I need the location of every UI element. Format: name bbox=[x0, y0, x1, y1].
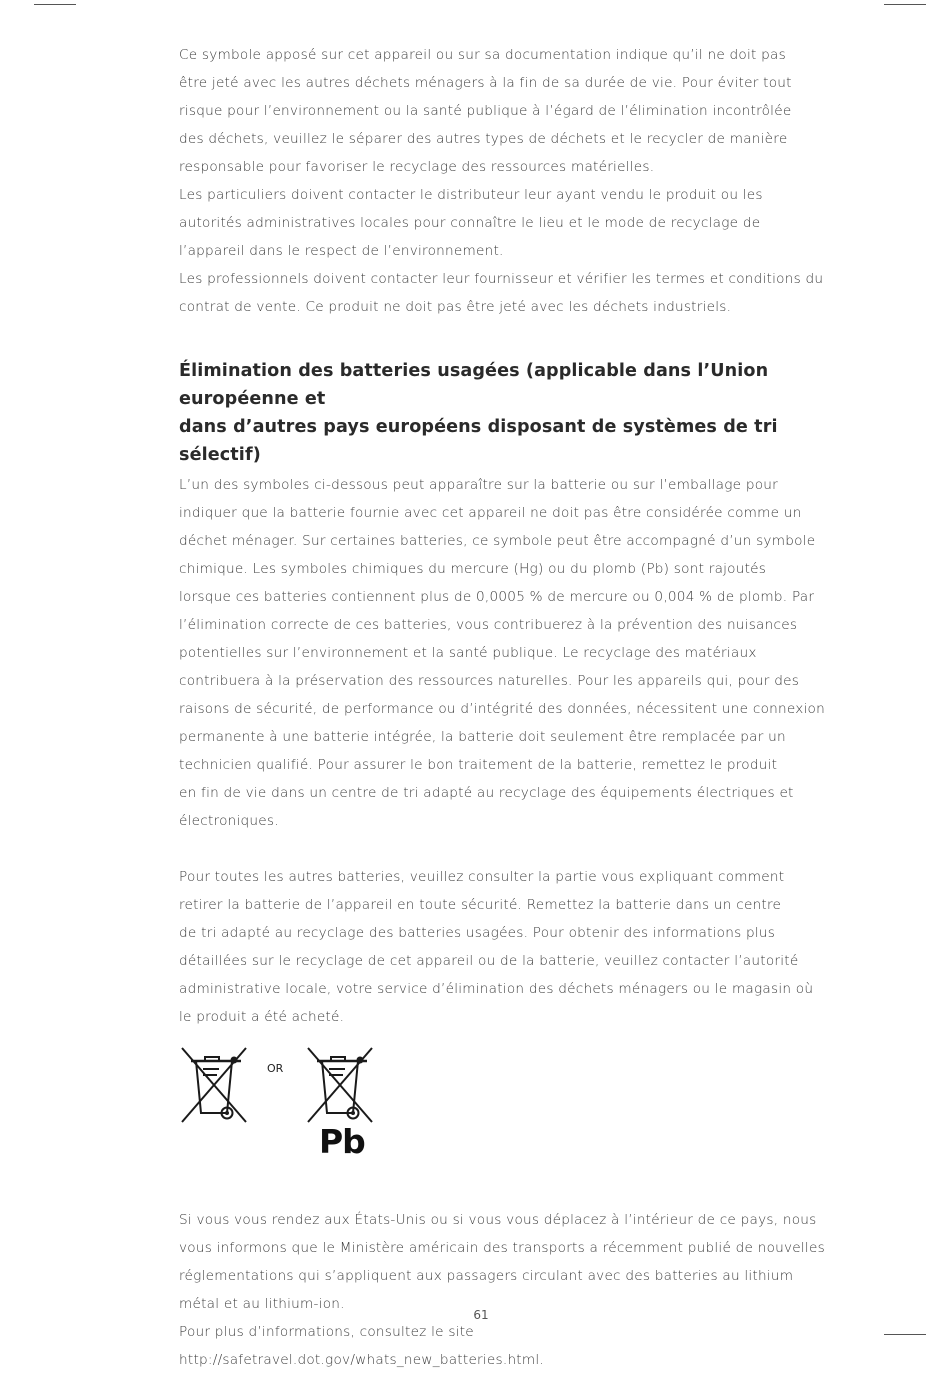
page-number: 61 bbox=[473, 1308, 489, 1322]
text-line: l’élimination correcte de ces batteries, vous contribuerez à la prévention des nuisances bbox=[179, 617, 798, 633]
or-label: OR bbox=[267, 1062, 284, 1075]
text-line: administrative locale, votre service d’élimination des déchets ménagers ou le magasin où bbox=[179, 981, 814, 997]
text-line: risque pour l’environnement ou la santé publique à l’égard de l’élimination incontrôlée bbox=[179, 103, 792, 119]
text-line: déchet ménager. Sur certaines batteries, ce symbole peut être accompagné d’un symbole bbox=[179, 533, 816, 549]
usa-travel-section bbox=[179, 1206, 829, 1374]
text-line: contribuera à la préservation des ressources naturelles. Pour les appareils qui, pour des bbox=[179, 673, 800, 689]
safetravel-link[interactable]: http://safetravel.dot.gov/whats_new_batteries.html. bbox=[179, 1352, 544, 1368]
text-line: Les particuliers doivent contacter le distributeur leur ayant vendu le produit ou les bbox=[179, 187, 763, 203]
text-line: électroniques. bbox=[179, 813, 279, 829]
text-line: détaillées sur le recyclage de cet appareil ou de la batterie, veuillez contacter l’autorité bbox=[179, 953, 799, 969]
page-content bbox=[179, 41, 829, 1374]
disposal-symbols bbox=[179, 1046, 829, 1174]
battery-disposal-section bbox=[179, 357, 829, 1031]
battery-paragraph-1 bbox=[179, 471, 829, 835]
lead-chemical-symbol: Pb bbox=[319, 1122, 365, 1161]
text-line: Pour toutes les autres batteries, veuillez consulter la partie vous expliquant comment bbox=[179, 869, 785, 885]
text-line: technicien qualifié. Pour assurer le bon traitement de la batterie, remettez le produit bbox=[179, 757, 778, 773]
text-line: raisons de sécurité, de performance ou d’intégrité des données, nécessitent une connexion bbox=[179, 701, 825, 717]
text-line: Si vous vous rendez aux États-Unis ou si vous vous déplacez à l’intérieur de ce pays, nous bbox=[179, 1212, 817, 1228]
text-line: être jeté avec les autres déchets ménagers à la fin de sa durée de vie. Pour éviter tout bbox=[179, 75, 792, 91]
weee-disposal-section bbox=[179, 41, 829, 321]
text-line: indiquer que la batterie fournie avec cet appareil ne doit pas être considérée comme un bbox=[179, 505, 802, 521]
crop-mark-top-right bbox=[884, 4, 926, 5]
text-line: en fin de vie dans un centre de tri adapté au recyclage des équipements électriques et bbox=[179, 785, 794, 801]
text-line: potentielles sur l’environnement et la santé publique. Le recyclage des matériaux bbox=[179, 645, 757, 661]
text-line: lorsque ces batteries contiennent plus de 0,0005 % de mercure ou 0,004 % de plomb. Par bbox=[179, 589, 815, 605]
text-line: de tri adapté au recyclage des batteries usagées. Pour obtenir des informations plus bbox=[179, 925, 776, 941]
crop-mark-top-left bbox=[34, 4, 76, 5]
text-line: Pour plus d’informations, consultez le site bbox=[179, 1324, 474, 1340]
battery-paragraph-2 bbox=[179, 863, 829, 1031]
text-line: permanente à une batterie intégrée, la batterie doit seulement être remplacée par un bbox=[179, 729, 786, 745]
text-line: chimique. Les symboles chimiques du mercure (Hg) ou du plomb (Pb) sont rajoutés bbox=[179, 561, 767, 577]
text-line: métal et au lithium-ion. bbox=[179, 1296, 345, 1312]
text-line: l’appareil dans le respect de l’environnement. bbox=[179, 243, 504, 259]
text-line: responsable pour favoriser le recyclage des ressources matérielles. bbox=[179, 159, 655, 175]
text-line: contrat de vente. Ce produit ne doit pas être jeté avec les déchets industriels. bbox=[179, 299, 732, 315]
text-line: autorités administratives locales pour connaître le lieu et le mode de recyclage de bbox=[179, 215, 761, 231]
text-line: L’un des symboles ci-dessous peut apparaître sur la batterie ou sur l’emballage pour bbox=[179, 477, 778, 493]
section-heading: Élimination des batteries usagées (applicable dans l’Union européenne et bbox=[179, 361, 769, 409]
crossed-out-bin-icon bbox=[179, 1046, 249, 1124]
crop-mark-bottom-right bbox=[884, 1334, 926, 1335]
text-line: Les professionnels doivent contacter leur fournisseur et vérifier les termes et conditions du bbox=[179, 271, 824, 287]
text-line: retirer la batterie de l’appareil en toute sécurité. Remettez la batterie dans un centre bbox=[179, 897, 782, 913]
section-heading: dans d’autres pays européens disposant de systèmes de tri sélectif) bbox=[179, 417, 778, 465]
crossed-out-bin-icon bbox=[305, 1046, 375, 1124]
text-line: le produit a été acheté. bbox=[179, 1009, 345, 1025]
text-line: réglementations qui s’appliquent aux passagers circulant avec des batteries au lithium bbox=[179, 1268, 794, 1284]
text-line: des déchets, veuillez le séparer des autres types de déchets et le recycler de manière bbox=[179, 131, 788, 147]
text-line: Ce symbole apposé sur cet appareil ou sur sa documentation indique qu’il ne doit pas bbox=[179, 47, 786, 63]
text-line: vous informons que le Ministère américain des transports a récemment publié de nouvelles bbox=[179, 1240, 825, 1256]
